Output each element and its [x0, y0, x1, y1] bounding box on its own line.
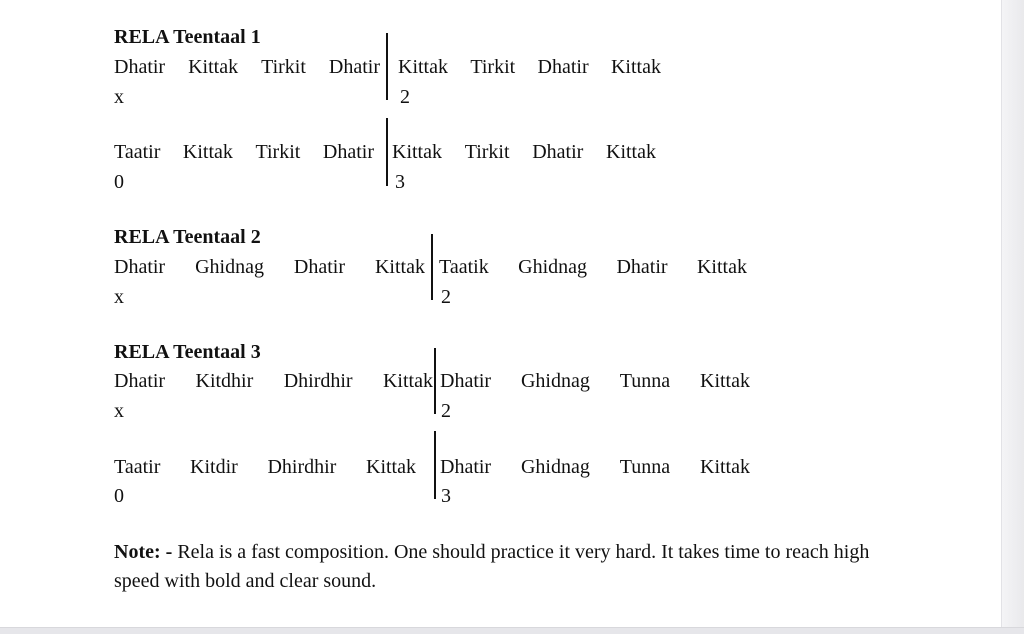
bol-group-left	[114, 137, 374, 167]
bol: Dhatir	[440, 456, 492, 478]
bol: Kittak	[606, 141, 656, 163]
sam-mark: x	[114, 400, 124, 422]
bol: Kittak	[610, 56, 661, 78]
tali-mark: 2	[441, 286, 451, 308]
bol: Taatir	[114, 141, 161, 163]
sam-mark: x	[114, 86, 124, 108]
bol: Dhatir	[532, 141, 584, 163]
sam-mark: x	[114, 286, 124, 308]
bol-group-right	[439, 252, 747, 282]
viewer-edge-bottom	[0, 627, 1024, 634]
bol: Taatik	[439, 256, 489, 278]
bol: Kittak	[696, 256, 747, 278]
section-heading: RELA Teentaal 2	[114, 226, 261, 248]
section-heading: RELA Teentaal 1	[114, 26, 261, 48]
bol: Kittak	[366, 456, 416, 478]
bol: Dhatir	[114, 56, 166, 78]
bol-group-left	[114, 52, 380, 82]
section-heading: RELA Teentaal 3	[114, 341, 261, 363]
vibhag-divider	[386, 33, 388, 100]
bol-group-right	[392, 137, 656, 167]
bol: Ghidnag	[195, 256, 264, 278]
vibhag-divider	[386, 118, 388, 186]
bol: Dhatir	[114, 370, 166, 392]
bol: Dhatir	[616, 256, 668, 278]
bol-group-right	[440, 366, 750, 396]
bol: Tirkit	[261, 56, 306, 78]
bol: Dhatir	[322, 141, 374, 163]
note-paragraph	[114, 538, 914, 596]
bol: Dhatir	[114, 256, 166, 278]
viewer-edge-right	[1001, 0, 1024, 634]
bol: Kittak	[392, 141, 442, 163]
bol-group-left	[114, 366, 433, 396]
bol: Tunna	[619, 370, 671, 392]
bol: Ghidnag	[520, 370, 590, 392]
tali-mark: 2	[441, 400, 451, 422]
bol: Tirkit	[464, 141, 510, 163]
vibhag-divider	[434, 348, 436, 414]
bol: Kittak	[382, 370, 433, 392]
tali-mark: 3	[395, 171, 405, 193]
bol: Kittak	[398, 56, 448, 78]
vibhag-divider	[431, 234, 433, 300]
note-text: Rela is a fast composition. One should practice it very hard. It takes time to reach high speed with bold and clear sound.	[114, 541, 870, 592]
bol: Ghidnag	[518, 256, 588, 278]
bol: Kittak	[188, 56, 239, 78]
bol: Tirkit	[255, 141, 301, 163]
bol: Kitdir	[190, 456, 238, 478]
bol: Kitdhir	[195, 370, 254, 392]
khali-mark: 0	[114, 171, 124, 193]
bol: Tunna	[619, 456, 671, 478]
note-label: Note: -	[114, 541, 173, 563]
bol: Dhatir	[537, 56, 589, 78]
bol: Dhatir	[328, 56, 380, 78]
tali-mark: 2	[400, 86, 410, 108]
bol: Dhatir	[440, 370, 492, 392]
bol: Ghidnag	[520, 456, 590, 478]
bol: Taatir	[114, 456, 161, 478]
bol-group-right	[440, 452, 750, 482]
bol-group-left	[114, 452, 416, 482]
bol-group-left	[114, 252, 425, 282]
bol: Kittak	[700, 456, 750, 478]
bol: Kittak	[374, 256, 425, 278]
khali-mark: 0	[114, 485, 124, 507]
vibhag-divider	[434, 431, 436, 499]
bol: Kittak	[700, 370, 750, 392]
bol: Dhirdhir	[283, 370, 353, 392]
bol: Dhatir	[293, 256, 346, 278]
bol: Kittak	[182, 141, 233, 163]
tali-mark: 3	[441, 485, 451, 507]
bol: Tirkit	[470, 56, 516, 78]
bol: Dhirdhir	[267, 456, 337, 478]
bol-group-right	[398, 52, 661, 82]
